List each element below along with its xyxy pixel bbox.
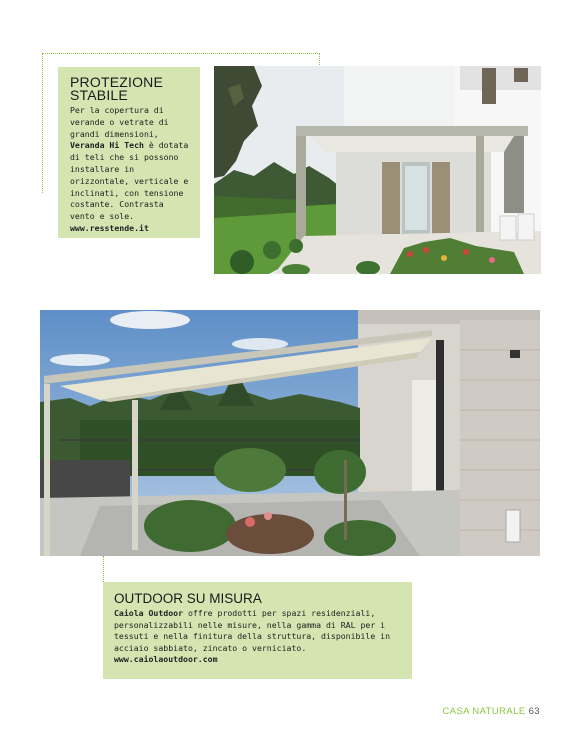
website-link[interactable]: www.caiolaoutdoor.com [114,654,218,665]
magazine-name: CASA NATURALE [442,706,526,717]
article-body [70,105,190,235]
article-box-protezione [58,67,200,238]
page-footer [442,706,540,717]
brand-name: Veranda Hi Tech [70,140,144,151]
photo-outdoor-pergola [40,310,540,556]
dotted-divider-top [42,53,320,54]
dotted-divider-left [42,53,43,193]
article-body [114,608,402,666]
page-number: 63 [528,706,540,717]
photo-veranda-pergola [214,66,541,274]
article-body-rest: è dotata di teli che si possono installare in orizzontale, verticale e inclinati, con tensione costante. Contrasta vento e sole. [70,140,189,222]
article-body-intro: Per la copertura di verande o vetrate di grandi dimensioni, [70,105,169,139]
article-title: OUTDOOR SU MISURA [114,591,262,606]
article-title: PROTEZIONE STABILE [70,74,164,103]
brand-name: Caiola Outdoor [114,608,184,618]
article-box-outdoor [103,582,412,679]
dotted-divider-bottom [103,556,104,584]
article-body-rest: offre prodotti per spazi residenziali, personalizzabili nelle misure, nella gamma di RAL per i tessuti e nella finitura della struttura, disponibile in acciaio sabbiato, zincato o verniciato. [114,608,391,653]
website-link[interactable]: www.resstende.it [70,222,149,233]
